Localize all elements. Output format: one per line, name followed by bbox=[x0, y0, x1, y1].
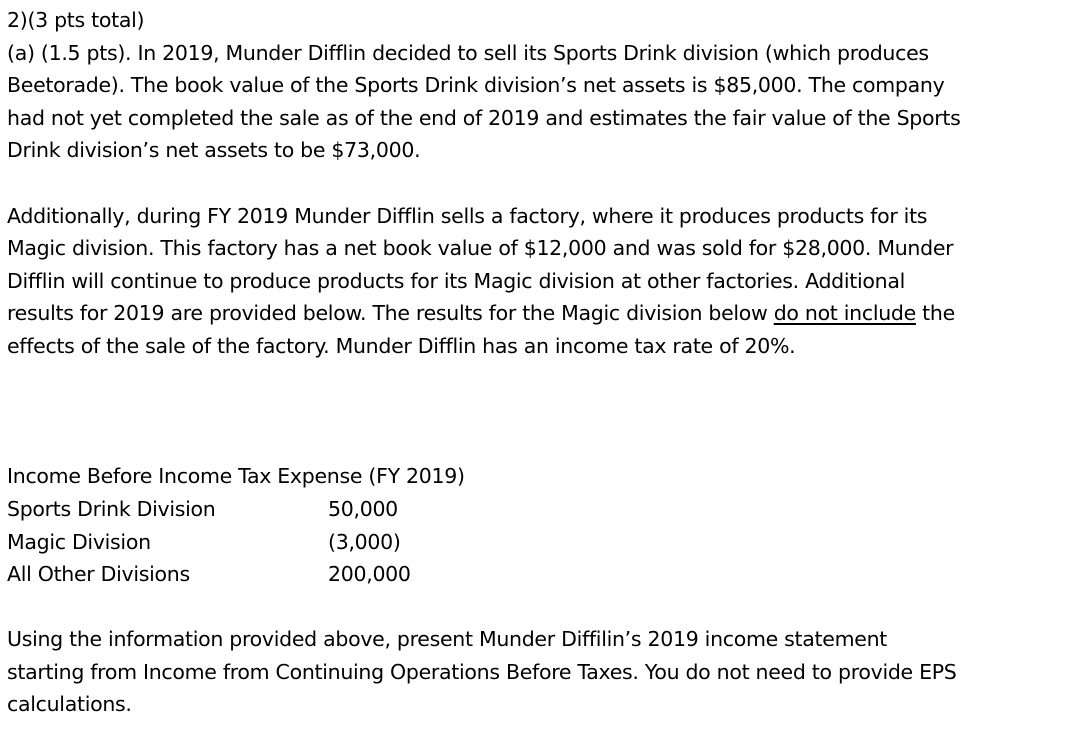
part-a-line: Beetorade). The book value of the Sports Drink division’s net assets is $85,000. The company bbox=[7, 73, 945, 98]
part-a-line: had not yet completed the sale as of the end of 2019 and estimates the fair value of the Sports bbox=[7, 105, 961, 130]
row-value: (3,000) bbox=[328, 529, 401, 554]
spacer bbox=[7, 363, 1071, 461]
row-label: All Other Divisions bbox=[7, 562, 190, 587]
part-a-line: Drink division’s net assets to be $73,000. bbox=[7, 138, 421, 163]
additional-line-text: the bbox=[915, 301, 955, 326]
additional-line-text: results for 2019 are provided below. The results for the Magic division below bbox=[7, 301, 774, 326]
part-a-line: (a) (1.5 pts). In 2019, Munder Difflin decided to sell its Sports Drink division (which produces bbox=[7, 40, 929, 65]
additional-line: Difflin will continue to produce products for its Magic division at other factories. Additional bbox=[7, 268, 905, 293]
additional-line: effects of the sale of the factory. Munder Difflin has an income tax rate of 20%. bbox=[7, 333, 796, 358]
underlined-emphasis: do not include bbox=[773, 301, 916, 326]
spacer bbox=[7, 591, 1071, 624]
additional-line bbox=[7, 297, 1071, 330]
question-document bbox=[7, 4, 1071, 721]
row-value: 200,000 bbox=[328, 562, 411, 587]
spacer bbox=[7, 167, 1071, 200]
additional-line: Additionally, during FY 2019 Munder Difflin sells a factory, where it produces products for its bbox=[7, 203, 928, 228]
part-a-paragraph bbox=[7, 37, 1071, 167]
instruction-paragraph bbox=[7, 623, 1071, 721]
additional-line: Magic division. This factory has a net book value of $12,000 and was sold for $28,000. Munder bbox=[7, 236, 954, 261]
question-header: 2)(3 pts total) bbox=[7, 8, 145, 32]
row-value: 50,000 bbox=[328, 496, 398, 521]
row-label: Magic Division bbox=[7, 529, 151, 554]
table-row bbox=[7, 526, 1071, 559]
row-label: Sports Drink Division bbox=[7, 496, 216, 521]
table-row bbox=[7, 493, 1071, 526]
table-row bbox=[7, 558, 1071, 591]
additional-paragraph bbox=[7, 200, 1071, 363]
income-table bbox=[7, 460, 1071, 590]
instruction-line: Using the information provided above, present Munder Diffilin’s 2019 income statement bbox=[7, 627, 888, 652]
instruction-line: starting from Income from Continuing Operations Before Taxes. You do not need to provide EPS bbox=[7, 659, 957, 684]
instruction-line: calculations. bbox=[7, 692, 132, 717]
income-table-title: Income Before Income Tax Expense (FY 2019) bbox=[7, 464, 465, 489]
